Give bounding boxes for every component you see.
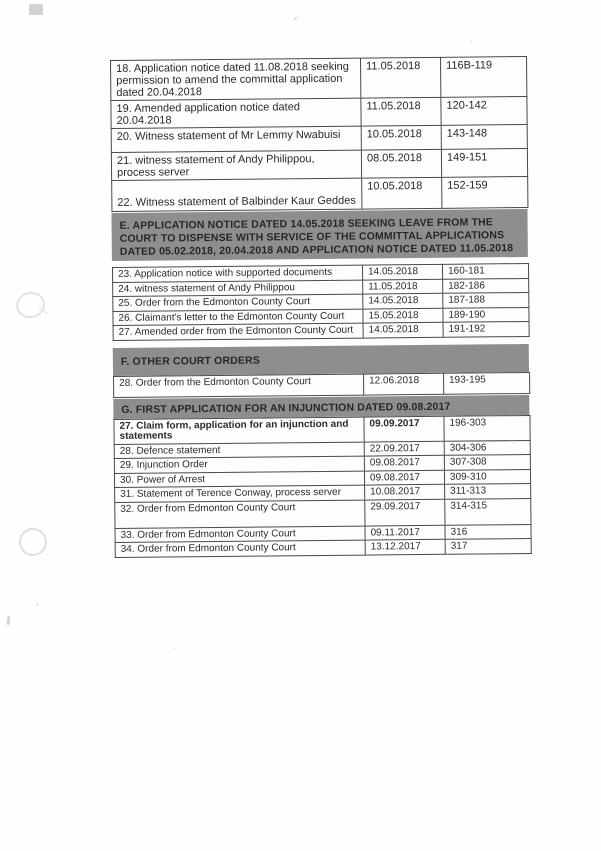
scan-speck (470, 41, 472, 43)
cell-date: 10.05.2018 (362, 177, 442, 209)
cell-date: 13.12.2017 (365, 539, 445, 554)
cell-date: 29.09.2017 (365, 499, 445, 526)
cell-description: 20. Witness statement of Mr Lemmy Nwabuisi (111, 126, 361, 152)
cell-date: 14.05.2018 (362, 264, 442, 279)
scan-speck (36, 603, 39, 606)
table-row (111, 148, 527, 180)
section-f-heading: F. OTHER COURT ORDERS (113, 343, 529, 375)
table-row (111, 97, 527, 129)
cell-date: 22.09.2017 (364, 441, 444, 456)
cell-date: 08.05.2018 (361, 149, 441, 178)
cell-pages: 143-148 (441, 124, 527, 149)
cell-date: 09.09.2017 (364, 416, 444, 442)
table-row (115, 498, 531, 528)
court-bundle-index (110, 56, 531, 557)
cell-description: 32. Order from Edmonton County Court (115, 500, 365, 528)
cell-description: 30. Power of Arrest (114, 471, 364, 488)
cell-date: 09.08.2017 (364, 455, 444, 470)
cell-date: 11.05.2018 (361, 97, 441, 126)
section-g-heading: G. FIRST APPLICATION FOR AN INJUNCTION DATED 09.08.2017 (113, 394, 529, 418)
cell-pages: 311-313 (445, 483, 531, 498)
cell-pages: 189-190 (443, 307, 529, 322)
cell-description: 25. Order from the Edmonton County Court (113, 294, 363, 311)
cell-description: 29. Injunction Order (114, 456, 364, 473)
cell-description: 28. Defence statement (114, 442, 364, 459)
scan-mark-circle (14, 289, 48, 320)
cell-date: 14.05.2018 (363, 322, 443, 337)
cell-date: 15.05.2018 (363, 308, 443, 323)
cell-pages: 187-188 (443, 292, 529, 307)
section-d-rows (111, 57, 528, 212)
cell-description: 24. witness statement of Andy Philippou (113, 280, 363, 297)
cell-description: 31. Statement of Terence Conway, process server (115, 485, 365, 502)
section-e-heading: E. APPLICATION NOTICE DATED 14.05.2018 SEEKING LEAVE FROM THE COURT TO DISPENSE WITH SERVICE OF THE COMMITTAL APPLICATIONS DATED 05.02.2018, 20.04.2018 AND APPLICATION NOTICE DATED 11.05.2018 (111, 209, 527, 261)
cell-pages: 317 (445, 538, 531, 553)
cell-description: 18. Application notice dated 11.08.2018 seeking permission to amend the committal application dated 20.04.2018 (111, 58, 361, 100)
cell-date: 10.05.2018 (361, 125, 441, 150)
cell-pages: 116B-119 (440, 57, 526, 98)
table-row (113, 321, 529, 339)
cell-description: 33. Order from Edmonton County Court (115, 526, 365, 543)
cell-pages: 160-181 (442, 263, 528, 278)
cell-description: 21. witness statement of Andy Philippou, process server (111, 150, 361, 180)
cell-date: 12.06.2018 (364, 373, 444, 395)
cell-pages: 304-306 (444, 440, 530, 455)
scan-mark-circle (17, 526, 49, 558)
cell-pages: 182-186 (443, 278, 529, 293)
section-d-table (110, 56, 528, 212)
cell-pages: 309-310 (444, 469, 530, 484)
cell-description: 34. Order from Edmonton County Court (115, 540, 365, 557)
table-row (114, 372, 530, 397)
cell-date: 11.05.2018 (360, 57, 440, 98)
cell-pages: 316 (445, 524, 531, 539)
cell-description: 23. Application notice with supported documents (112, 265, 362, 282)
cell-pages: 149-151 (441, 148, 527, 177)
cell-pages: 196-303 (444, 415, 530, 441)
cell-description: 26. Claimant's letter to the Edmonton County Court (113, 309, 363, 326)
section-g-rows (114, 415, 531, 557)
cell-date: 09.08.2017 (364, 470, 444, 485)
section-e-rows (112, 263, 529, 339)
scan-mark-square (29, 4, 43, 15)
cell-date: 11.05.2018 (363, 279, 443, 294)
cell-description: 19. Amended application notice dated 20.04.2018 (111, 98, 361, 128)
cell-description: 27. Amended order from the Edmonton County Court (113, 323, 363, 340)
cell-pages: 191-192 (443, 321, 529, 336)
cell-date: 14.05.2018 (363, 293, 443, 308)
cell-pages: 314-315 (445, 498, 531, 525)
section-g-table (113, 414, 531, 557)
scan-mark-tick (7, 616, 11, 625)
section-e-table (112, 263, 530, 340)
cell-pages: 120-142 (441, 97, 527, 126)
cell-pages: 193-195 (444, 372, 530, 394)
table-row (112, 176, 528, 211)
table-row (111, 57, 527, 101)
scan-speck (294, 17, 297, 20)
cell-date: 10.08.2017 (365, 484, 445, 499)
cell-pages: 307-308 (444, 454, 530, 469)
cell-description: 28. Order from the Edmonton County Court (114, 374, 364, 397)
table-row (115, 538, 531, 556)
section-f-rows (114, 372, 530, 397)
cell-description: 27. Claim form, application for an injunction and statements (114, 417, 364, 444)
cell-description: 22. Witness statement of Balbinder Kaur Geddes (112, 178, 362, 211)
section-f-table (113, 371, 530, 397)
cell-date: 09.11.2017 (365, 525, 445, 540)
scan-speck (173, 648, 175, 650)
cell-pages: 152-159 (442, 176, 528, 208)
